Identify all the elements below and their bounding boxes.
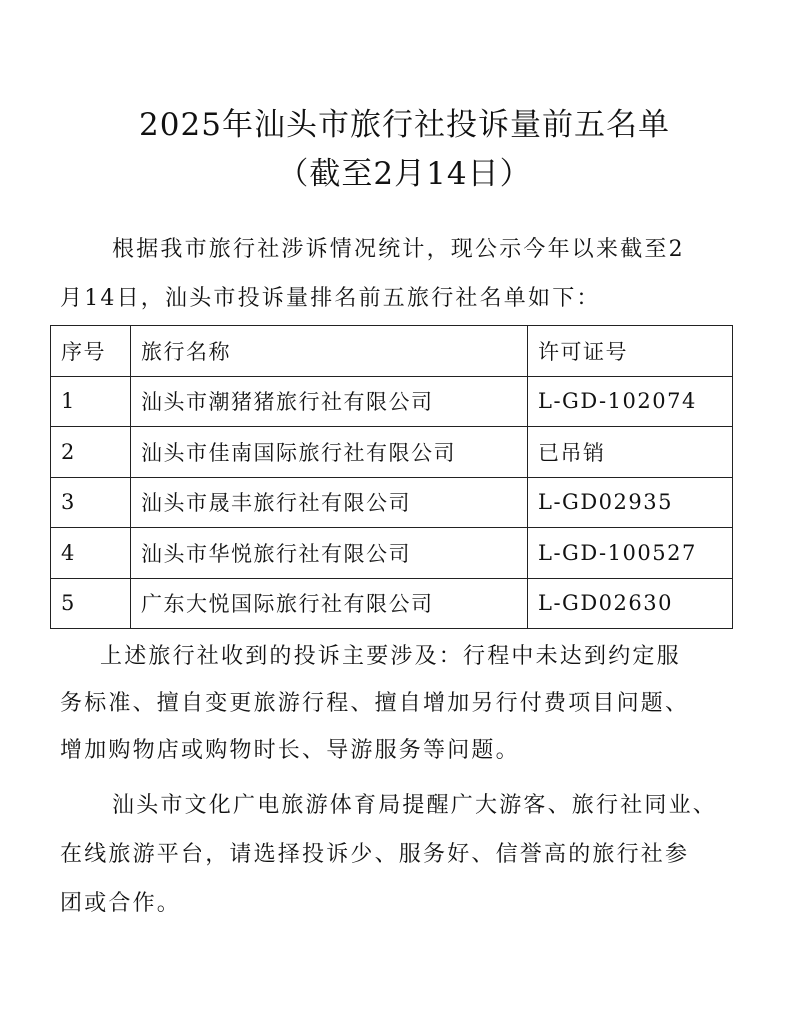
header-index: 序号	[51, 326, 131, 377]
row-license: 已吊销	[528, 427, 733, 478]
row-license: L-GD02935	[528, 477, 733, 528]
row-license: L-GD-102074	[528, 376, 733, 427]
row-index: 1	[51, 376, 131, 427]
row-name: 汕头市潮猪猪旅行社有限公司	[131, 376, 528, 427]
row-index: 2	[51, 427, 131, 478]
row-index: 5	[51, 578, 131, 629]
intro-line: 月14日，汕头市投诉量排名前五旅行社名单如下：	[60, 286, 601, 311]
row-name: 汕头市华悦旅行社有限公司	[131, 528, 528, 579]
summary-line: 增加购物店或购物时长、导游服务等问题。	[60, 738, 520, 763]
reminder-line: 汕头市文化广电旅游体育局提醒广大游客、旅行社同业、	[112, 793, 718, 818]
header-name: 旅行名称	[131, 326, 528, 377]
summary-line: 务标准、擅自变更旅游行程、擅自增加另行付费项目问题、	[60, 691, 690, 716]
table-row	[51, 376, 733, 427]
table-row	[51, 477, 733, 528]
row-license: L-GD-100527	[528, 528, 733, 579]
reminder-line: 团或合作。	[60, 891, 182, 916]
reminder-line: 在线旅游平台，请选择投诉少、服务好、信誉高的旅行社参	[60, 842, 690, 867]
header-license: 许可证号	[528, 326, 733, 377]
table-header-row	[51, 326, 733, 377]
row-index: 3	[51, 477, 131, 528]
table-row	[51, 578, 733, 629]
intro-line: 根据我市旅行社涉诉情况统计，现公示今年以来截至2	[112, 237, 685, 262]
row-license: L-GD02630	[528, 578, 733, 629]
document-title: 2025年汕头市旅行社投诉量前五名单	[139, 107, 670, 143]
document-subtitle: （截至2月14日）	[277, 156, 532, 192]
row-name: 广东大悦国际旅行社有限公司	[131, 578, 528, 629]
row-name: 汕头市晟丰旅行社有限公司	[131, 477, 528, 528]
row-name: 汕头市佳南国际旅行社有限公司	[131, 427, 528, 478]
table-row	[51, 528, 733, 579]
table-row	[51, 427, 733, 478]
summary-line: 上述旅行社收到的投诉主要涉及：行程中未达到约定服	[100, 644, 681, 669]
row-index: 4	[51, 528, 131, 579]
complaint-table	[50, 325, 733, 629]
